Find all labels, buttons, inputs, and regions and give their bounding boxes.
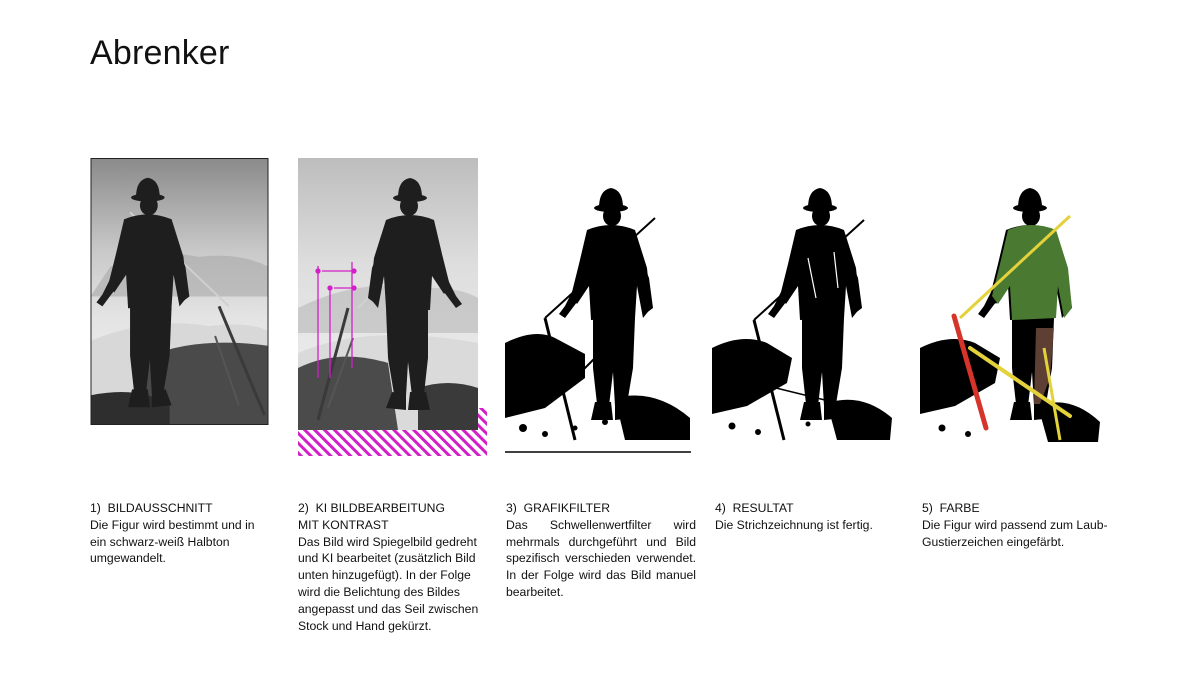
step-heading: 5) FARBE	[922, 501, 980, 515]
page-title: Abrenker	[90, 34, 230, 72]
step-description: Das Bild wird Spiegelbild gedreht und KI bearbeitet (zusätzlich Bild unten hinzugefügt). In der Folge wird die Belichtung des Bildes angepasst und das Seil zwischen Stock und Hand gekürzt.	[298, 534, 479, 633]
step-heading: 1) BILDAUSSCHNITT	[90, 501, 213, 515]
step-description: Die Figur wird bestimmt und in ein schwarz-weiß Halbton umgewandelt.	[90, 517, 255, 566]
step-heading: 3) GRAFIKFILTER	[506, 501, 611, 515]
step-5-caption	[922, 500, 1112, 550]
step-4-caption	[715, 500, 895, 534]
step-description: Die Figur wird passend zum Laub-Gustierzeichen eingefärbt.	[922, 517, 1108, 549]
step-2-image	[298, 158, 488, 458]
step-heading-line-2: MIT KONTRAST	[298, 517, 389, 532]
step-description: Die Strichzeichnung ist fertig.	[715, 517, 873, 532]
step-description: Das Schwellenwertfilter wird mehrmals durchgeführt und Bild spezifisch verschieden verwendet. In der Folge wird das Bild manuel bearbeitet.	[506, 517, 696, 599]
step-1-caption	[90, 500, 258, 567]
step-2-caption	[298, 500, 480, 634]
step-heading: 4) RESULTAT	[715, 501, 794, 515]
step-3-image	[505, 178, 695, 458]
step-5-image	[920, 178, 1110, 458]
step-1-image	[90, 158, 269, 425]
step-heading: 2) KI BILDBEARBEITUNG	[298, 501, 445, 515]
step-4-image	[712, 178, 902, 458]
step-3-caption	[506, 500, 696, 601]
